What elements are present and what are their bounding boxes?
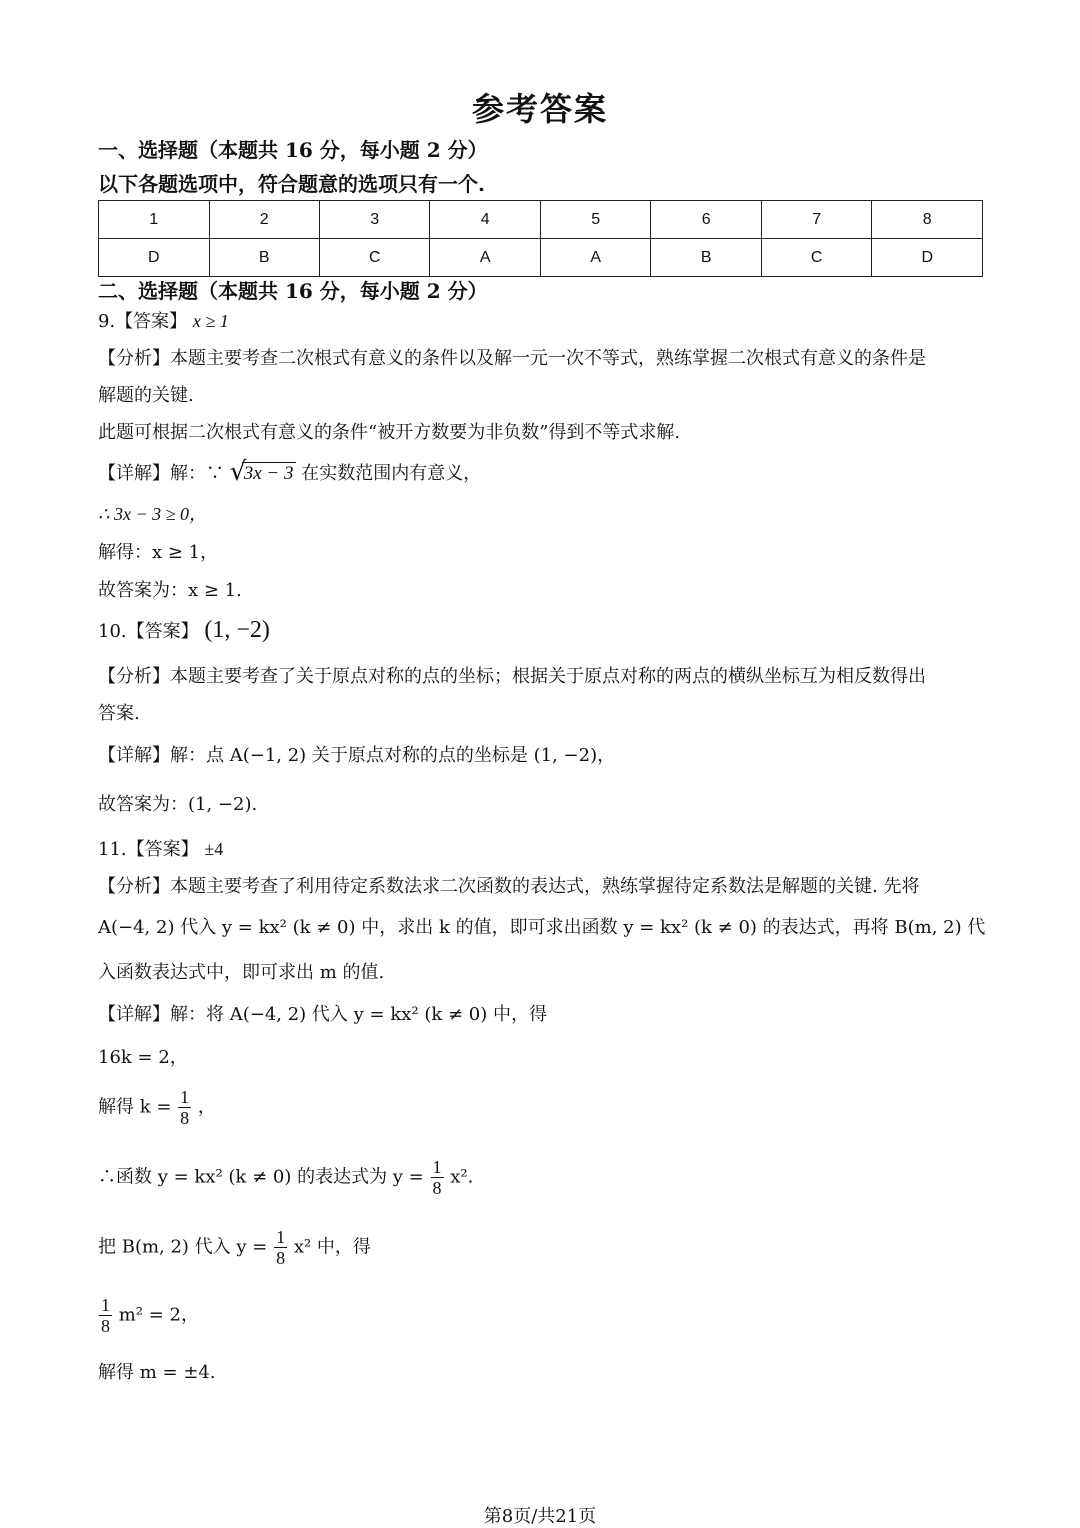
q11-analysis-1: 【分析】本题主要考查了利用待定系数法求二次函数的表达式，熟练掌握待定系数法是解题的关键. 先将 (98, 876, 920, 897)
q11-step-5 (98, 1296, 199, 1335)
table-cell: 2 (209, 201, 319, 239)
table-cell: B (209, 239, 319, 277)
q11-step-3 (98, 1158, 473, 1197)
q11-step-3-suffix: x². (450, 1166, 474, 1188)
sqrt-expression: √ 3x − 3 (229, 457, 294, 487)
table-cell: B (651, 239, 761, 277)
section1-heading: 一、选择题（本题共 16 分，每小题 2 分） (98, 138, 488, 162)
page-title: 参考答案 (471, 90, 608, 128)
table-cell: 7 (761, 201, 872, 239)
table-cell: C (319, 239, 430, 277)
q9-answer: x ≥ 1 (192, 311, 229, 331)
page-footer: 第8页/共21页 (483, 1506, 597, 1527)
section2-heading: 二、选择题（本题共 16 分，每小题 2 分） (98, 279, 488, 303)
q11-step-1: 16k = 2， (98, 1047, 188, 1068)
table-cell: D (99, 239, 210, 277)
table-cell: 1 (99, 201, 210, 239)
q11-step-2-suffix: ， (197, 1096, 216, 1118)
q10-label: 10.【答案】 (98, 621, 199, 642)
section1-note: 以下各题选项中，符合题意的选项只有一个. (98, 172, 485, 196)
answer-table (98, 200, 983, 277)
q11-step-2 (98, 1088, 216, 1127)
q9-step-2: 解得：x ≥ 1， (98, 542, 219, 563)
q11-answer-line (98, 835, 223, 861)
q10-answer: (1, −2) (204, 617, 270, 643)
q11-answer: ±4 (204, 839, 224, 859)
q11-step-5-suffix: m² = 2， (118, 1304, 199, 1326)
table-cell: A (540, 239, 650, 277)
fraction: $\frac{1}{8}$ (101, 1295, 110, 1336)
q10-analysis-2: 答案. (98, 703, 140, 724)
fraction: $\frac{1}{8}$ (432, 1157, 442, 1198)
q11-step-2-prefix: 解得 k = (98, 1096, 172, 1118)
q9-analysis-3: 此题可根据二次根式有意义的条件“被开方数要为非负数”得到不等式求解. (98, 422, 681, 443)
q11-analysis-2: A(−4, 2) 代入 y = kx² (k ≠ 0) 中，求出 k 的值，即可求出函数 y = kx² (k ≠ 0) 的表达式，再将 B(m, 2) 代 (98, 917, 986, 938)
q11-detail: 【详解】解：将 A(−4, 2) 代入 y = kx² (k ≠ 0) 中，得 (98, 1004, 547, 1025)
table-cell: 8 (872, 201, 983, 239)
table-cell: A (430, 239, 540, 277)
table-cell: 3 (319, 201, 430, 239)
q11-step-4-prefix: 把 B(m, 2) 代入 y = (98, 1236, 268, 1258)
table-cell: D (872, 239, 983, 277)
q9-detail-prefix: 【详解】解：∵ (98, 463, 224, 484)
q11-step-4 (98, 1228, 371, 1267)
table-cell: 4 (430, 201, 540, 239)
q11-step-4-suffix: x² 中，得 (293, 1236, 371, 1258)
q9-step-3: 故答案为：x ≥ 1. (98, 580, 242, 601)
q11-step-3-prefix: ∴函数 y = kx² (k ≠ 0) 的表达式为 y = (98, 1166, 424, 1188)
q9-answer-line (98, 307, 229, 333)
q9-detail-suffix: 在实数范围内有意义， (301, 463, 482, 484)
q10-answer-line (98, 617, 270, 644)
q11-step-6: 解得 m = ±4. (98, 1362, 216, 1383)
q9-step-1: ∴ 3x − 3 ≥ 0， (98, 504, 207, 524)
table-cell: 5 (540, 201, 650, 239)
q11-analysis-3: 入函数表达式中，即可求出 m 的值. (98, 962, 385, 983)
fraction: $\frac{1}{8}$ (180, 1087, 190, 1128)
q10-detail: 【详解】解：点 A(−1, 2) 关于原点对称的点的坐标是 (1, −2)， (98, 745, 616, 766)
q9-analysis-1: 【分析】本题主要考查二次根式有意义的条件以及解一元一次不等式，熟练掌握二次根式有意义的条件是 (98, 348, 926, 369)
table-row-numbers (99, 201, 983, 239)
table-cell: 6 (651, 201, 761, 239)
q10-analysis-1: 【分析】本题主要考查了关于原点对称的点的坐标；根据关于原点对称的两点的横纵坐标互为相反数得出 (98, 666, 926, 687)
table-cell: C (761, 239, 872, 277)
fraction: $\frac{1}{8}$ (276, 1227, 286, 1268)
q9-detail (98, 459, 481, 485)
table-row-answers (99, 239, 983, 277)
q11-label: 11.【答案】 (98, 839, 199, 860)
q9-label: 9.【答案】 (98, 311, 188, 332)
q10-final: 故答案为：(1, −2). (98, 794, 258, 815)
q9-analysis-2: 解题的关键. (98, 385, 194, 406)
